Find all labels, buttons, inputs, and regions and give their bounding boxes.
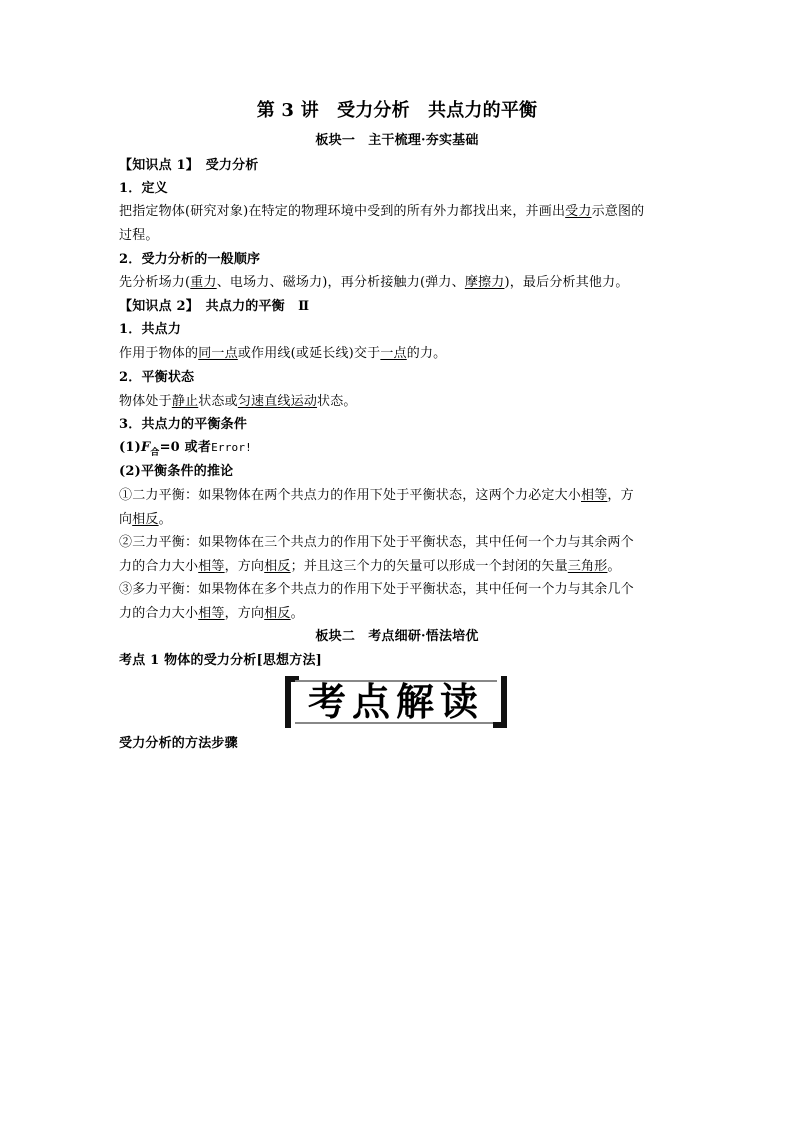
condition-formula: $(1)F_合=0$ 或者Error! bbox=[119, 440, 252, 458]
equilibrium-state-text: 物体处于静止状态或匀速直线运动状态。 bbox=[119, 394, 357, 409]
three-force-line-2: 力的合力大小相等，方向相反；并且这三个力的矢量可以形成一个封闭的矢量三角形。 bbox=[119, 559, 621, 574]
page-title: 第 3 讲 受力分析 共点力的平衡 bbox=[256, 100, 538, 121]
knowledge-point-2-heading: 【知识点 2】 共点力的平衡 Ⅱ bbox=[119, 299, 310, 314]
definition-line-2: 过程。 bbox=[119, 228, 159, 243]
method-steps-heading: 受力分析的方法步骤 bbox=[119, 736, 238, 751]
equilibrium-state-heading: 2．平衡状态 bbox=[119, 370, 195, 385]
multi-force-line-1: ③多力平衡：如果物体在多个共点力的作用下处于平衡状态，其中任何一个力与其余几个 bbox=[119, 582, 634, 597]
section-heading-1: 板块一 主干梳理·夯实基础 bbox=[315, 133, 479, 148]
banner-text: 考点解读 bbox=[307, 679, 484, 724]
order-heading: 2．受力分析的一般顺序 bbox=[119, 252, 261, 267]
two-force-line-2: 向相反。 bbox=[119, 512, 172, 527]
three-force-line-1: ②三力平衡：如果物体在三个共点力的作用下处于平衡状态，其中任何一个力与其余两个 bbox=[119, 535, 634, 550]
two-force-line-1: ①二力平衡：如果物体在两个共点力的作用下处于平衡状态，这两个力必定大小相等，方 bbox=[119, 488, 634, 503]
concurrent-force-text: 作用于物体的同一点或作用线(或延长线)交于一点的力。 bbox=[119, 346, 447, 361]
definition-line-1: 把指定物体(研究对象)在特定的物理环境中受到的所有外力都找出来，并画出受力示意图的 bbox=[119, 204, 645, 219]
concurrent-force-heading: 1．共点力 bbox=[119, 322, 182, 337]
order-text: 先分析场力(重力、电场力、磁场力)，再分析接触力(弹力、摩擦力)，最后分析其他力。 bbox=[119, 275, 629, 290]
inference-heading: (2)平衡条件的推论 bbox=[119, 464, 234, 479]
exam-point-banner bbox=[285, 676, 507, 728]
equilibrium-condition-heading: 3．共点力的平衡条件 bbox=[119, 417, 248, 432]
definition-heading: 1．定义 bbox=[119, 181, 168, 196]
section-heading-2: 板块二 考点细研·悟法培优 bbox=[315, 629, 479, 644]
exam-point-1-heading: 考点 1 物体的受力分析[思想方法] bbox=[119, 653, 322, 668]
multi-force-line-2: 力的合力大小相等，方向相反。 bbox=[119, 606, 304, 621]
knowledge-point-1-heading: 【知识点 1】 受力分析 bbox=[119, 158, 259, 173]
